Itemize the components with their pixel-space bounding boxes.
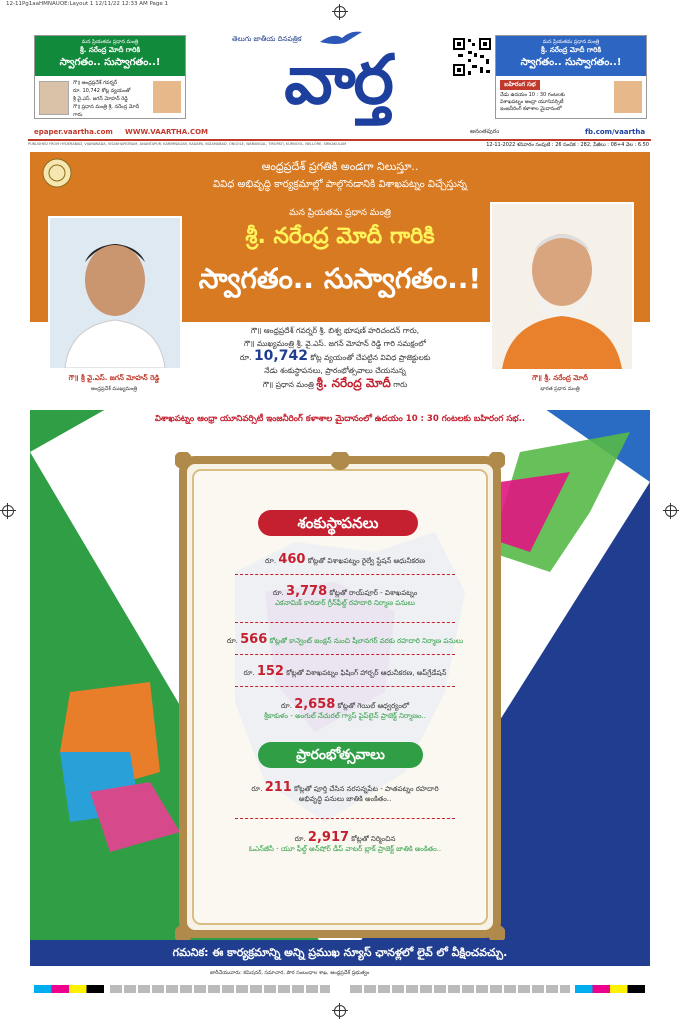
ear-line: గౌ॥ ప్రధాన మంత్రి శ్రీ. నరేంద్ర మోదీ గారు: [73, 104, 140, 118]
item-prefix: రూ.: [243, 669, 255, 677]
ear-name: శ్రీ. నరేంద్ర మోదీ గారికి: [540, 46, 602, 54]
ad-pm-name: శ్రీ. నరేంద్ర మోదీ గారికి: [245, 224, 435, 249]
item-prefix: రూ.: [280, 702, 292, 710]
desc-prefix: గౌ॥ ప్రధాన మంత్రి: [262, 380, 314, 389]
ad-line-3: మన ప్రియతమ ప్రధాన మంత్రి: [289, 208, 391, 218]
desc-line: నేడు శంకుస్థాపనలు, ప్రారంభోత్సవాలు చేయనున్న: [264, 366, 406, 375]
registration-mark: [665, 505, 677, 517]
item-text-2: ఎకనామిక్ కారిడార్ గ్రీన్‌ఫీల్డ్ రహదారి నిర్మాణ పనులు: [275, 599, 415, 607]
inauguration-item: [195, 830, 495, 855]
desc-suffix: గారు: [393, 380, 408, 389]
newspaper-logo[interactable]: వార్త: [284, 40, 392, 120]
pm-photo: [614, 81, 642, 113]
main-advertisement: [30, 152, 650, 942]
item-text: కోట్లతో నిర్మించిన: [351, 835, 396, 843]
item-text-2: శ్రీకాకుళం - అంగుల్ నేచురల్ గ్యాస్ పైప్‌లైన్ ప్రాజెక్ట్ నిర్మాణం..: [263, 712, 426, 720]
color-bar: [575, 985, 645, 993]
item-prefix: రూ.: [226, 637, 238, 645]
item-text: కోట్లతో విశాఖపట్నం ఫిషింగ్ హార్బర్ ఆధునీకరణ, అప్‌గ్రేడేషన్: [286, 669, 447, 677]
item-amount: 211: [264, 780, 292, 795]
ear-line: రూ. 10,742 కోట్ల వ్యయంతో: [73, 88, 131, 94]
epaper-link[interactable]: epaper.vaartha.com: [34, 128, 113, 136]
left-ear-ad: [34, 35, 186, 119]
desc-pm-name: శ్రీ. నరేంద్ర మోదీ: [316, 376, 391, 390]
desc-prefix: రూ.: [239, 353, 252, 362]
ear-small: మన ప్రియతమ ప్రధాన మంత్రి: [81, 39, 139, 45]
registration-mark: [334, 1005, 346, 1017]
divider: [235, 686, 455, 687]
ear-line: శ్రీ వై.ఎస్. జగన్ మోహన్ రెడ్డి: [73, 96, 128, 102]
color-bar: [34, 985, 104, 993]
ear-small: మన ప్రియతమ ప్రధాన మంత్రి: [542, 39, 600, 45]
item-prefix: రూ.: [265, 557, 277, 565]
desc-line-pm: [190, 377, 480, 391]
foundation-item: [195, 664, 495, 679]
ear-name: శ్రీ. నరేంద్ర మోదీ గారికి: [79, 46, 141, 54]
website-link[interactable]: WWW.VAARTHA.COM: [125, 128, 208, 136]
desc-line: గౌ॥ ఆంధ్రప్రదేశ్ గవర్నర్ శ్రీ. బిశ్వ భూషణ్ హరిచందన్ గారు,: [250, 326, 420, 335]
rally-box: బహిరంగ సభ: [500, 80, 540, 90]
item-prefix: రూ.: [272, 589, 284, 597]
venue-line: విశాఖపట్నం ఆంధ్రా యూనివర్సిటీ ఇంజనీరింగ్ కళాశాల మైదానంలో ఉదయం 10 : 30 గంటలకు బహిరంగ సభ..: [154, 414, 526, 424]
divider: [235, 654, 455, 655]
masthead-tagline: తెలుగు జాతీయ దినపత్రిక: [232, 35, 302, 43]
ear-welcome: స్వాగతం.. సుస్వాగతం..!: [59, 57, 161, 68]
ad-line-1: ఆంధ్రప్రదేశ్ ప్రగతికి అండగా నిలుస్తూ..: [261, 160, 419, 173]
item-text-2: ఓఎన్‌జీసీ - యూ ఫీల్డ్ ఆన్‌షోర్ డీప్ వాటర్ బ్లాక్ ప్రాజెక్ట్ జాతికి అంకితం..: [248, 845, 442, 853]
item-text: కోట్లతో విశాఖపట్నం రైల్వే స్టేషన్ ఆధునీకరణ: [307, 557, 425, 565]
divider: [235, 622, 455, 623]
section-inauguration: ప్రారంభోత్సవాలు: [258, 742, 423, 768]
qr-code[interactable]: [452, 37, 492, 77]
ear-line: ఇంజనీరింగ్ కళాశాల మైదానంలో: [500, 106, 562, 112]
item-text-2: అభివృద్ధి పనులు జాతికి అంకితం..: [298, 795, 392, 803]
divider: [235, 574, 455, 575]
registration-mark: [334, 6, 346, 18]
divider: [235, 818, 455, 819]
desc-line: గౌ॥ ముఖ్యమంత్రి శ్రీ. వై.ఎస్. జగన్ మోహన్ రెడ్డి గారి సమక్షంలో: [244, 339, 426, 348]
pm-title: భారత ప్రధాన మంత్రి: [540, 386, 580, 392]
ad-description: [190, 324, 480, 391]
masthead-rule: [28, 139, 651, 141]
color-bar: [350, 985, 570, 993]
ad-line-2: వివిధ అభివృద్ధి కార్యక్రమాల్లో పాల్గొనడానికి విశాఖపట్నం విచ్చేస్తున్న: [213, 179, 467, 190]
desc-line-amount: [190, 350, 480, 364]
foundation-item: [195, 584, 495, 609]
right-ear-ad: [495, 35, 647, 119]
item-prefix: రూ.: [294, 835, 306, 843]
item-amount: 566: [240, 632, 268, 647]
item-amount: 2,917: [307, 830, 350, 845]
cm-photo: [39, 81, 69, 115]
item-amount: 152: [256, 664, 284, 679]
print-slug: 12-11Pg1aaHMNAUOE:Layout 1 12/11/22 12:33 AM Page 1: [6, 1, 169, 7]
cm-caption: గౌ॥ శ్రీ వై.ఎస్. జగన్ మోహన్ రెడ్డి: [68, 374, 160, 382]
foundation-item: [195, 552, 495, 567]
color-bar: [110, 985, 330, 993]
pm-caption: గౌ॥ శ్రీ. నరేంద్ర మోదీ: [532, 374, 588, 382]
desc-amount: 10,742: [253, 348, 308, 364]
ear-welcome: స్వాగతం.. సుస్వాగతం..!: [520, 57, 622, 68]
pm-photo: [490, 202, 634, 371]
cm-title: ఆంధ్రప్రదేశ్ ముఖ్యమంత్రి: [90, 386, 138, 392]
section-foundation: శంకుస్థాపనలు: [258, 510, 418, 536]
foundation-item: [195, 632, 495, 647]
facebook-link[interactable]: fb.com/vaartha: [585, 128, 646, 136]
item-text: కోట్లతో కాన్వెంట్ జంక్షన్ నుంచి షీలానగర్ వరకు రహదారి నిర్మాణ పనులు: [269, 637, 464, 645]
cm-photo: [48, 216, 182, 370]
desc-suffix: కోట్ల వ్యయంతో చేపట్టిన వివిధ ప్రాజెక్టులకు: [310, 353, 431, 362]
ad-welcome: స్వాగతం.. సుస్వాగతం..!: [198, 262, 482, 295]
item-amount: 460: [278, 552, 306, 567]
item-text: కోట్లతో రాయ్‌పూర్ - విశాఖపట్నం: [329, 589, 418, 597]
foundation-item: [195, 697, 495, 722]
publication-line: PUBLISHED FROM HYDERABAD, VIJAYAWADA, VISAKHAPATNAM, ANANTAPUR, KARIMNAGAR, KADAPA, NIZAMABAD, ONGOLE, WARANGAL, TIRUPATI, KURNOOL, NELLORE, SRIKAKULAM: [28, 142, 347, 146]
issuer-line: జారీచేయువారు: కమిషనర్, సమాచార, పౌర సంబంధాల శాఖ, ఆంధ్రప్రదేశ్ ప్రభుత్వం: [210, 970, 370, 976]
item-text: కోట్లతో గెయిల్ ఆధ్వర్యంలో: [337, 702, 410, 710]
ear-line: గౌ॥ ఆంధ్రప్రదేశ్ గవర్నర్: [73, 80, 118, 86]
ear-line: విశాఖపట్నం ఆంధ్రా యూనివర్సిటీ: [500, 99, 564, 105]
dateline: 12-11-2022 శనివారం సంపుటి : 26 సంచిక : 282, పేజీలు : 08+4 వెల : 6.50: [486, 142, 649, 148]
registration-mark: [2, 505, 14, 517]
edition-city: అనంతపురం: [470, 128, 500, 135]
footer-notice: గమనిక: ఈ కార్యక్రమాన్ని అన్ని ప్రముఖ న్యూస్ ఛానళ్లలో లైవ్ లో వీక్షించవచ్చు.: [30, 940, 650, 966]
ear-line: నేడు ఉదయం 10 : 30 గంటలకు: [500, 92, 565, 98]
pm-photo: [153, 81, 181, 113]
item-amount: 3,778: [286, 584, 328, 599]
item-prefix: రూ.: [251, 785, 263, 793]
item-text: కోట్లతో పూర్తి చేసిన నరసన్నపేట - పాతపట్నం రహదారి: [294, 785, 439, 793]
inauguration-item: [195, 780, 495, 805]
item-amount: 2,658: [294, 697, 336, 712]
